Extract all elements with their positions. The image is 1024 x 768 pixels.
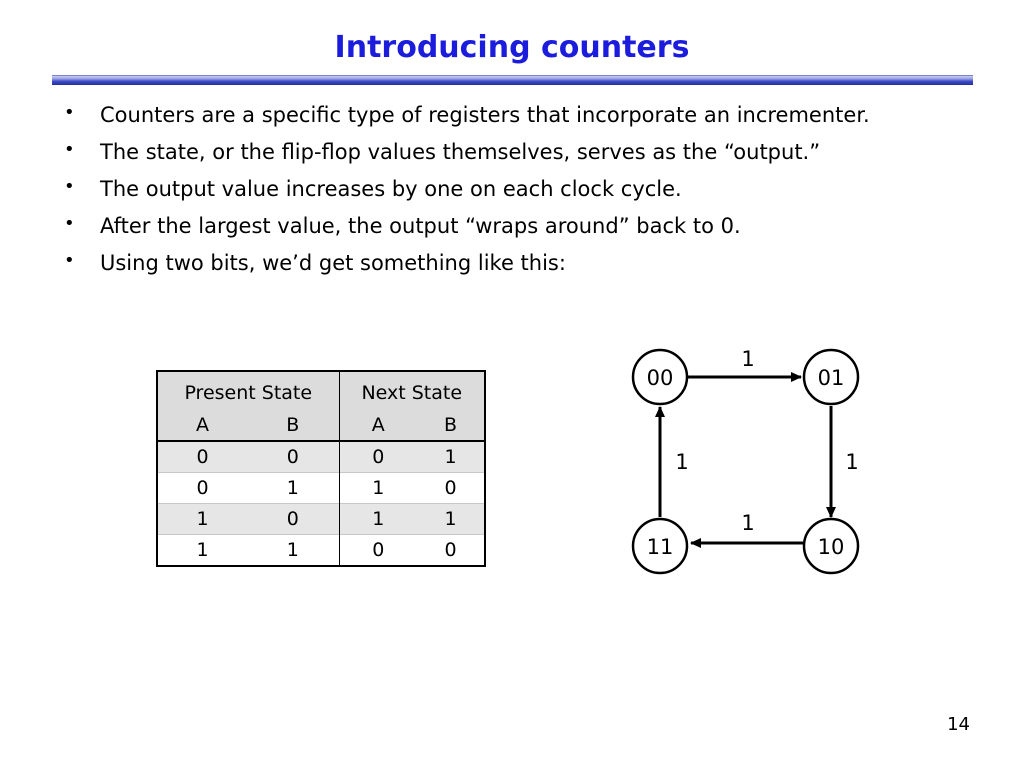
table-cell: 1 <box>157 504 247 535</box>
bullet-text: The output value increases by one on each clock cycle. <box>100 177 682 201</box>
table-cell: 1 <box>417 441 485 473</box>
next-state-header: Next State <box>339 371 485 410</box>
bullet-dot-icon: • <box>64 250 75 271</box>
state-01-label: 01 <box>817 366 845 390</box>
state-10-label: 10 <box>817 535 845 559</box>
bullet-text: The state, or the flip-flop values themselves, serves as the “output.” <box>100 140 821 164</box>
bullet-text: After the largest value, the output “wraps around” back to 0. <box>100 214 741 238</box>
bullet-dot-icon: • <box>64 176 75 197</box>
bullet-dot-icon: • <box>64 213 75 234</box>
table-cell: 1 <box>339 473 417 504</box>
transition-01-10-label: 1 <box>845 450 859 474</box>
table-cell: 0 <box>417 473 485 504</box>
table-cell: 0 <box>157 473 247 504</box>
page-number: 14 <box>947 714 970 735</box>
transition-00-01-label: 1 <box>741 347 755 371</box>
table-cell: 1 <box>157 535 247 567</box>
table-cell: 0 <box>339 441 417 473</box>
table-cell: 0 <box>157 441 247 473</box>
column-header: B <box>417 410 485 441</box>
table-cell: 1 <box>247 473 339 504</box>
bullet-text: Counters are a specific type of registers that incorporate an incrementer. <box>100 103 870 127</box>
bullet-dot-icon: • <box>64 102 75 123</box>
table-cell: 1 <box>339 504 417 535</box>
state-00-label: 00 <box>646 366 674 390</box>
bullet-dot-icon: • <box>64 139 75 160</box>
column-header: A <box>339 410 417 441</box>
table-cell: 1 <box>247 535 339 567</box>
state-11-label: 11 <box>646 535 674 559</box>
present-state-header: Present State <box>157 371 339 410</box>
table-cell: 1 <box>417 504 485 535</box>
table-cell: 0 <box>247 504 339 535</box>
table-cell: 0 <box>247 441 339 473</box>
transition-11-00-label: 1 <box>675 450 689 474</box>
transition-10-11-label: 1 <box>741 511 755 535</box>
table-cell: 0 <box>339 535 417 567</box>
column-header: B <box>247 410 339 441</box>
table-cell: 0 <box>417 535 485 567</box>
bullet-text: Using two bits, we’d get something like this: <box>100 251 566 275</box>
slide-title: Introducing counters <box>334 30 690 65</box>
column-header: A <box>157 410 247 441</box>
